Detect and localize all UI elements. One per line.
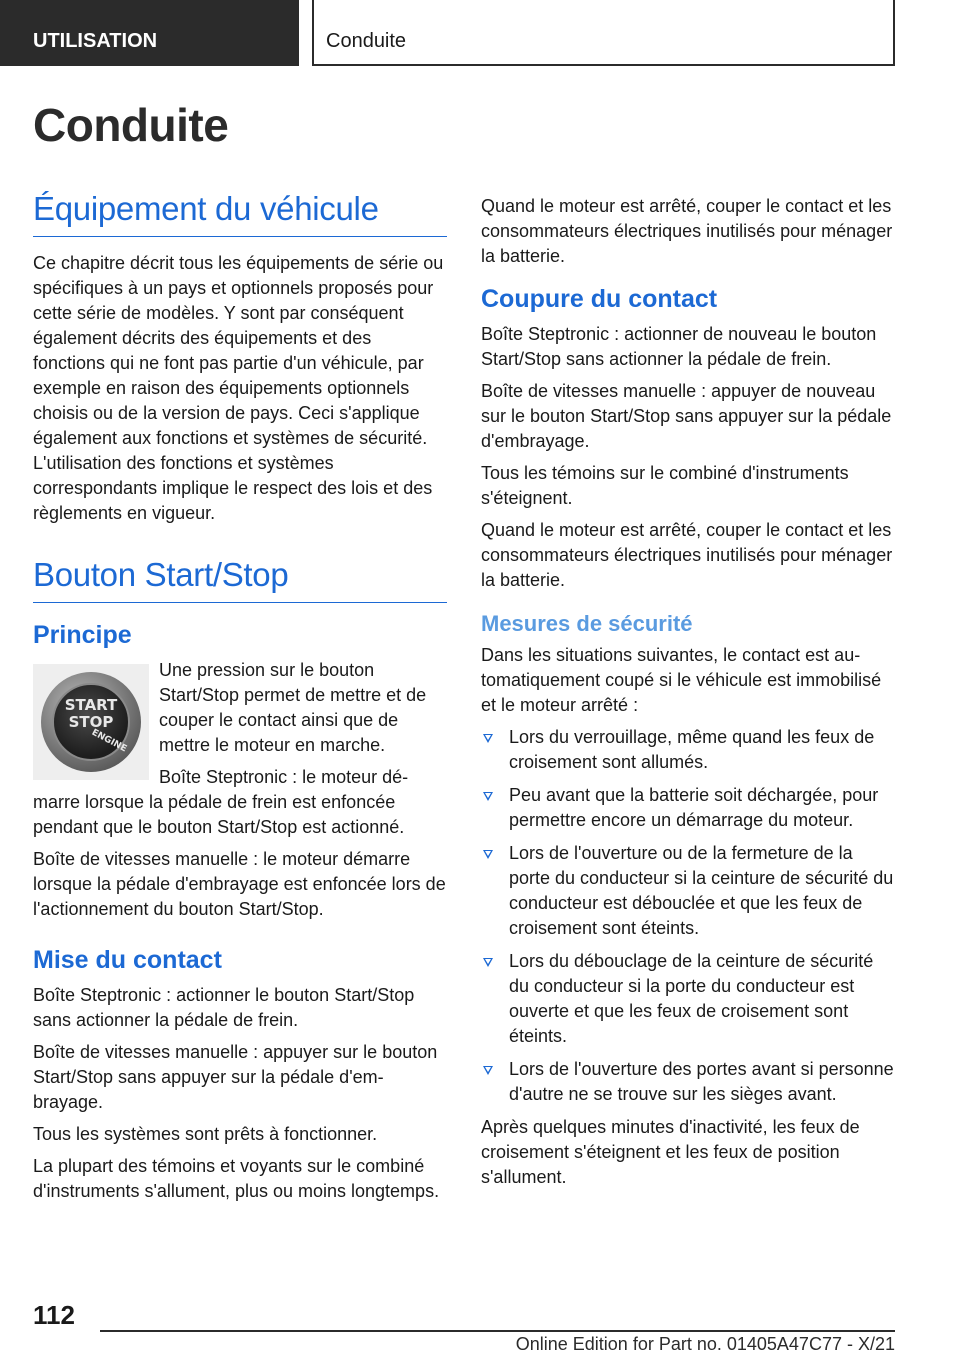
paragraph-equipement: Ce chapitre décrit tous les équipements de série ou spécifiques à un pays et optionnels proposés pour cette série de modèles. Y sont par conséquent également décrits des équipements et des fonctions qui ne font pas partie d'un véhicule, par exemple en raison des équipements optionnels choisis ou de la version de pays. Ceci s'applique également aux fonctions et systèmes de sécurité. L'utilisation des fonctions et systèmes correspondants implique le respect des lois et des règlements en vigueur. (33, 253, 444, 523)
safety-bullet-list (481, 725, 895, 1107)
start-stop-button-image (33, 664, 149, 780)
footer-divider (100, 1330, 895, 1332)
list-item: Lors de l'ouverture ou de la fermeture de la porte du conducteur si la ceinture de sécurité du conducteur est débouclée et que les feux de croisement sont éteints. (481, 841, 895, 941)
principe-section (33, 658, 447, 922)
list-item: Peu avant que la batterie soit déchargée, pour permettre encore un démarrage du moteur. (481, 783, 895, 833)
paragraph-coupure-3: Tous les témoins sur le combiné d'instruments s'éteignent. (481, 463, 849, 508)
heading-bouton-start-stop: Bouton Start/Stop (33, 556, 447, 603)
paragraph-mise-4: La plupart des témoins et voyants sur le combiné d'instruments s'allument, plus ou moins longtemps. (33, 1156, 440, 1201)
paragraph-intro-right: Quand le moteur est arrêté, couper le contact et les consommateurs électriques inutilisés pour ménager la batterie. (481, 196, 893, 266)
page-number: 112 (33, 1300, 75, 1330)
section-tab: UTILISATION (0, 0, 299, 66)
list-item: Lors de l'ouverture des portes avant si personne d'autre ne se trouve sur les sièges avant. (481, 1057, 895, 1107)
heading-mise-du-contact: Mise du contact (33, 946, 222, 974)
list-item: Lors du débouclage de la ceinture de sécurité du conducteur si la porte du conducteur est ouverte et que les feux de croisement sont éteints. (481, 949, 895, 1049)
paragraph-coupure-1: Boîte Steptronic : actionner de nouveau le bouton Start/Stop sans actionner la pédale de frein. (481, 324, 877, 369)
stop-label: STOP (68, 713, 114, 731)
heading-mesures-de-securite: Mesures de sécurité (481, 611, 693, 636)
page-title: Conduite (33, 99, 229, 151)
paragraph-mise-3: Tous les systèmes sont prêts à fonctionner. (33, 1124, 378, 1144)
paragraph-coupure-2: Boîte de vitesses manuelle : appuyer de nouveau sur le bouton Start/Stop sans appuyer sur la pédale d'embrayage. (481, 381, 892, 451)
paragraph-mise-1: Boîte Steptronic : actionner le bouton Start/Stop sans actionner la pédale de frein. (33, 985, 415, 1030)
paragraph-principe-3: Boîte de vitesses manuelle : le moteur démarre lorsque la pédale d'embrayage est enfoncée lors de l'actionnement du bouton Start/Stop. (33, 849, 446, 919)
paragraph-principe-2: Boîte Steptronic : le moteur démarre lorsque la pédale de frein est enfoncée pendant que le bouton Start/Stop est actionné. (33, 767, 409, 837)
heading-equipement: Équipement du véhicule (33, 190, 447, 237)
paragraph-coupure-4: Quand le moteur est arrêté, couper le contact et les consommateurs électriques inutilisés pour ménager la batterie. (481, 520, 893, 590)
list-item: Lors du verrouillage, même quand les feux de croisement sont allumés. (481, 725, 895, 775)
triangle-bullet-icon (483, 792, 493, 801)
engine-label: ENGINE (89, 727, 129, 755)
paragraph-mise-2: Boîte de vitesses manuelle : appuyer sur le bouton Start/Stop sans appuyer sur la pédale d'embrayage. (33, 1042, 438, 1112)
paragraph-mesures-outro: Après quelques minutes d'inactivité, les feux de croisement s'éteignent et les feux de position s'allument. (481, 1117, 860, 1187)
chapter-tab: Conduite (312, 0, 895, 66)
triangle-bullet-icon (483, 1066, 493, 1075)
paragraph-mesures-intro: Dans les situations suivantes, le contact est automatiquement coupé si le véhicule est immobilisé et le moteur arrêté : (481, 645, 882, 715)
paragraph-principe-1: Une pression sur le bouton Start/Stop permet de mettre et de couper le contact ainsi que de mettre le moteur en marche. (159, 660, 427, 755)
page-header (0, 0, 960, 66)
right-column (481, 194, 895, 1197)
triangle-bullet-icon (483, 958, 493, 967)
left-column (33, 190, 447, 1211)
heading-principe: Principe (33, 621, 132, 649)
start-label: START (64, 696, 118, 714)
triangle-bullet-icon (483, 850, 493, 859)
triangle-bullet-icon (483, 734, 493, 743)
footer-edition: Online Edition for Part no. 01405A47C77 - X/21 (515, 1334, 895, 1354)
heading-coupure-du-contact: Coupure du contact (481, 285, 718, 313)
